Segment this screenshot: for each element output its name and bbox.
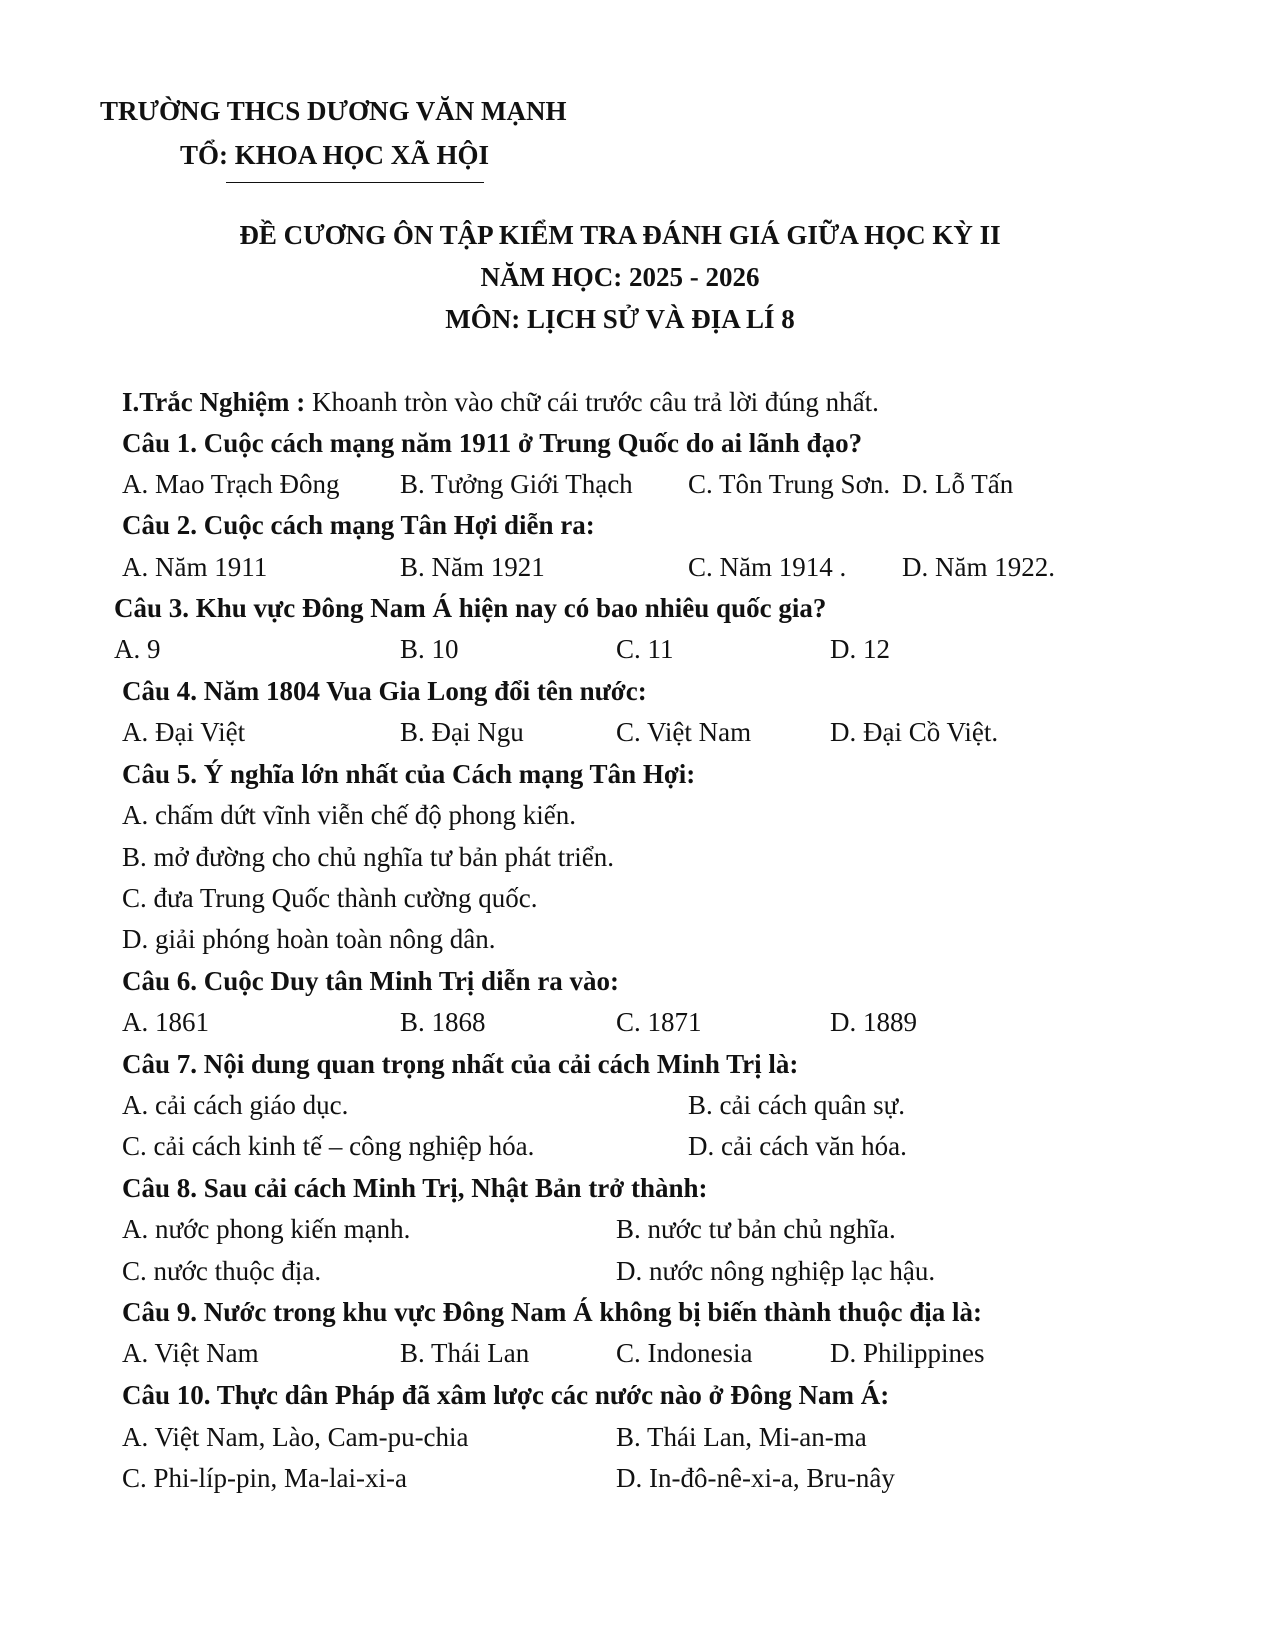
q4-option-a: A. Đại Việt (122, 717, 246, 747)
section-instruction: Khoanh tròn vào chữ cái trước câu trả lời đúng nhất. (305, 387, 879, 417)
school-name: TRƯỜNG THCS DƯƠNG VĂN MẠNH (100, 96, 567, 126)
q7-option-c: C. cải cách kinh tế – công nghiệp hóa. (122, 1131, 535, 1161)
q8-option-d: D. nước nông nghiệp lạc hậu. (616, 1256, 936, 1286)
q9-option-c: C. Indonesia (616, 1338, 753, 1368)
question-4: Câu 4. Năm 1804 Vua Gia Long đổi tên nước: (122, 676, 647, 706)
q4-option-d: D. Đại Cồ Việt. (830, 717, 999, 747)
q4-option-c: C. Việt Nam (616, 717, 752, 747)
q8-option-c: C. nước thuộc địa. (122, 1256, 322, 1286)
q6-option-a: A. 1861 (122, 1007, 209, 1037)
q10-option-d: D. In-đô-nê-xi-a, Bru-nây (616, 1463, 895, 1493)
question-1: Câu 1. Cuộc cách mạng năm 1911 ở Trung Quốc do ai lãnh đạo? (122, 428, 863, 458)
q2-option-b: B. Năm 1921 (400, 552, 545, 582)
q7-option-b: B. cải cách quân sự. (688, 1090, 906, 1120)
question-7: Câu 7. Nội dung quan trọng nhất của cải cách Minh Trị là: (122, 1049, 799, 1079)
q6-option-d: D. 1889 (830, 1007, 917, 1037)
q1-option-b: B. Tưởng Giới Thạch (400, 469, 633, 499)
q8-option-b: B. nước tư bản chủ nghĩa. (616, 1214, 896, 1244)
q2-option-d: D. Năm 1922. (902, 552, 1055, 582)
question-2: Câu 2. Cuộc cách mạng Tân Hợi diễn ra: (122, 510, 595, 540)
q6-option-b: B. 1868 (400, 1007, 486, 1037)
q3-option-a: A. 9 (114, 634, 161, 664)
q10-option-b: B. Thái Lan, Mi-an-ma (616, 1422, 867, 1452)
department-name: TỔ: KHOA HỌC XÃ HỘI (180, 140, 490, 170)
q1-option-c: C. Tôn Trung Sơn. (688, 469, 891, 499)
question-5: Câu 5. Ý nghĩa lớn nhất của Cách mạng Tân Hợi: (122, 759, 696, 789)
q10-option-a: A. Việt Nam, Lào, Cam-pu-chia (122, 1422, 469, 1452)
q1-option-a: A. Mao Trạch Đông (122, 469, 340, 499)
q3-option-d: D. 12 (830, 634, 890, 664)
subject-line: MÔN: LỊCH SỬ VÀ ĐỊA LÍ 8 (445, 304, 795, 334)
q6-option-c: C. 1871 (616, 1007, 702, 1037)
q9-option-b: B. Thái Lan (400, 1338, 530, 1368)
section-label: I.Trắc Nghiệm : (122, 387, 306, 417)
header-underline (226, 182, 484, 183)
question-6: Câu 6. Cuộc Duy tân Minh Trị diễn ra vào: (122, 966, 620, 996)
q5-option-b: B. mở đường cho chủ nghĩa tư bản phát triển. (122, 842, 614, 872)
q8-option-a: A. nước phong kiến mạnh. (122, 1214, 411, 1244)
q5-option-a: A. chấm dứt vĩnh viễn chế độ phong kiến. (122, 800, 577, 830)
q10-option-c: C. Phi-líp-pin, Ma-lai-xi-a (122, 1463, 407, 1493)
question-9: Câu 9. Nước trong khu vực Đông Nam Á không bị biến thành thuộc địa là: (122, 1297, 983, 1327)
q7-option-d: D. cải cách văn hóa. (688, 1131, 907, 1161)
question-8: Câu 8. Sau cải cách Minh Trị, Nhật Bản trở thành: (122, 1173, 708, 1203)
section-heading (122, 387, 879, 418)
q9-option-d: D. Philippines (830, 1338, 985, 1368)
question-10: Câu 10. Thực dân Pháp đã xâm lược các nước nào ở Đông Nam Á: (122, 1380, 890, 1410)
q3-option-c: C. 11 (616, 634, 674, 664)
q7-option-a: A. cải cách giáo dục. (122, 1090, 349, 1120)
q2-option-c: C. Năm 1914 . (688, 552, 847, 582)
q4-option-b: B. Đại Ngu (400, 717, 524, 747)
school-year: NĂM HỌC: 2025 - 2026 (480, 262, 760, 292)
q5-option-c: C. đưa Trung Quốc thành cường quốc. (122, 883, 538, 913)
q9-option-a: A. Việt Nam (122, 1338, 259, 1368)
document-title: ĐỀ CƯƠNG ÔN TẬP KIỂM TRA ĐÁNH GIÁ GIỮA HỌC KỲ II (239, 220, 1001, 250)
question-3: Câu 3. Khu vực Đông Nam Á hiện nay có bao nhiêu quốc gia? (114, 593, 827, 623)
q5-option-d: D. giải phóng hoàn toàn nông dân. (122, 924, 496, 954)
q1-option-d: D. Lỗ Tấn (902, 469, 1014, 499)
q2-option-a: A. Năm 1911 (122, 552, 268, 582)
q3-option-b: B. 10 (400, 634, 459, 664)
